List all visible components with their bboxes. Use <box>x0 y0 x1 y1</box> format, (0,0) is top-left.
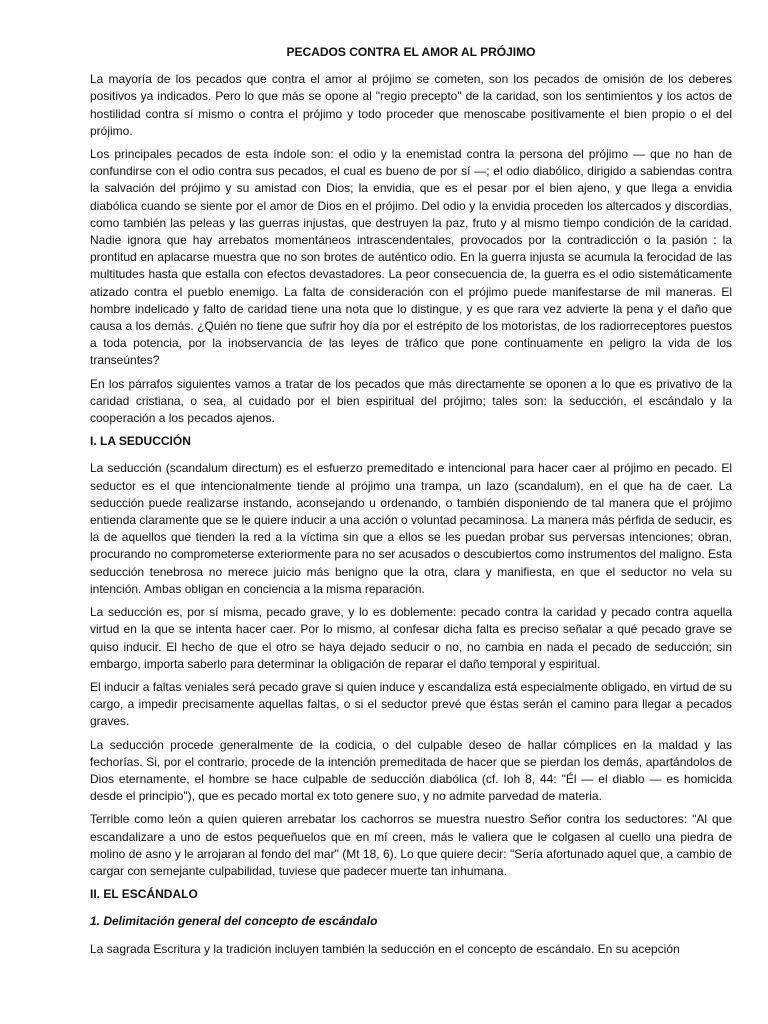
paragraph: La seducción es, por sí misma, pecado grave, y lo es doblemente: pecado contra la caridad y pecado contra aquella virtud en la que se intenta hacer caer. Por lo mismo, al confesar dicha falta es preciso señalar a qué pecado grave se quiso inducir. El hecho de que el otro se haya dejado seducir o no, no cambia en nada el pecado de seducción; sin embargo, importa saberlo para determinar la obligación de reparar el daño temporal y espiritual. <box>90 605 732 671</box>
paragraph: La sagrada Escritura y la tradición incluyen también la seducción en el concepto de escándalo. En su acepción <box>90 941 680 956</box>
section-heading-seduccion: I. LA SEDUCCIÓN <box>90 434 191 449</box>
paragraph: En los párrafos siguientes vamos a tratar de los pecados que más directamente se oponen a lo que es privativo de la caridad cristiana, o sea, al cuidado por el bien espiritual del prójimo; tales son: la seducción, el escándalo y la cooperación a los pecados ajenos. <box>90 376 732 426</box>
paragraph: La seducción (scandalum directum) es el esfuerzo premeditado e intencional para hacer caer al prójimo en pecado. El seductor es el que intencionalmente tiende al prójimo una trampa, un lazo (scandalum), en el que ha de caer. La seducción puede realizarse instando, aconsejando u ordenando, o también disponiendo de tal manera que el prójimo entienda claramente que se le quiere inducir a una acción o voluntad pecaminosa. La manera más pérfida de seducir, es la de aquellos que tienden la red a la víctima sin que a ellos se les puedan probar sus perversas intenciones; obran, procurando no comprometerse exteriormente para no ser acusados o descubiertos como instrumentos del maligno. Esta seducción tenebrosa no merece juicio más benigno que la otra, clara y manifiesta, en que el seductor no vela su intención. Ambas obligan en conciencia a la misma reparación. <box>90 461 732 596</box>
paragraph: Terrible como león a quien quieren arrebatar los cachorros se muestra nuestro Señor contra los seductores: "Al que escandalizare a uno de estos pequeñuelos que en mí creen, más le valiera que le colgasen al cuello una piedra de molino de asno y le arrojaran al fondo del mar" (Mt 18, 6). Lo que quiere decir: "Sería afortunado aquel que, a cambio de cargar con semejante culpabilidad, tuviese que padecer muerte tan inhumana. <box>90 812 732 878</box>
paragraph: La seducción procede generalmente de la codicia, o del culpable deseo de hallar cómplices en la maldad y las fechorías. Si, por el contrario, procede de la intención premeditada de hacer que se pierdan los demás, apartándolos de Dios eternamente, el hombre se hace culpable de seducción diabólica (cf. Ioh 8, 44: "Él — el diablo — es homicida desde el principio"), que es pecado mortal ex toto genere suo, y no admite parvedad de materia. <box>90 737 732 804</box>
document-page <box>90 44 732 1024</box>
paragraph: La mayoría de los pecados que contra el amor al prójimo se cometen, son los pecados de omisión de los deberes positivos ya indicados. Pero lo que más se opone al "regio precepto" de la caridad, son los sentimientos y los actos de hostilidad contra sí mismo o contra el prójimo y todo proceder que menoscabe positivamente el bien propio o el del prójimo. <box>90 72 732 138</box>
page-title: PECADOS CONTRA EL AMOR AL PRÓJIMO <box>286 45 536 59</box>
section-heading-escandalo: II. EL ESCÁNDALO <box>90 887 198 902</box>
paragraph: Los principales pecados de esta índole son: el odio y la enemistad contra la persona del prójimo — que no han de confundirse con el odio contra sus pecados, el cual es bueno de por sí —; el odio diabólico, dirigido a sabiendas contra la salvación del prójimo y su amistad con Dios; la envidia, que es el pesar por el bien ajeno, y que llega a envidia diabólica cuando se siente por el amor de Dios en el prójimo. Del odio y la envidia proceden los altercados y discordias, como también las peleas y las guerras injustas, que destruyen la paz, fruto y al mismo tiempo condición de la caridad. Nadie ignora que hay arrebatos momentáneos intrascendentales, provocados por la contradicción o la pasión : la prontitud en aplacarse muestra que no son brotes de auténtico odio. En la guerra injusta se acumula la ferocidad de las multitudes hasta que estalla con efectos devastadores. La peor consecuencia de, la guerra es el odio sistemáticamente atizado contra el pueblo enemigo. La falta de consideración con el prójimo puede manifestarse de mil maneras. El hombre indelicado y falto de caridad tiene una nota que lo distingue, y es que rara vez advierte la pena y el daño que causa a los demás. ¿Quién no tiene que sufrir hoy día por el estrépito de los motoristas, de los radiorreceptores puestos a toda potencia, por la inobservancia de las leyes de tráfico que pone continuamente en peligro la vida de los transeúntes? <box>90 147 732 368</box>
subsection-heading: 1. Delimitación general del concepto de escándalo <box>90 914 378 929</box>
paragraph: El inducir a faltas veniales será pecado grave si quien induce y escandaliza está especialmente obligado, en virtud de su cargo, a impedir precisamente aquellas faltas, o si el seductor prevé que éstas serán el camino para llegar a pecados graves. <box>90 679 732 729</box>
